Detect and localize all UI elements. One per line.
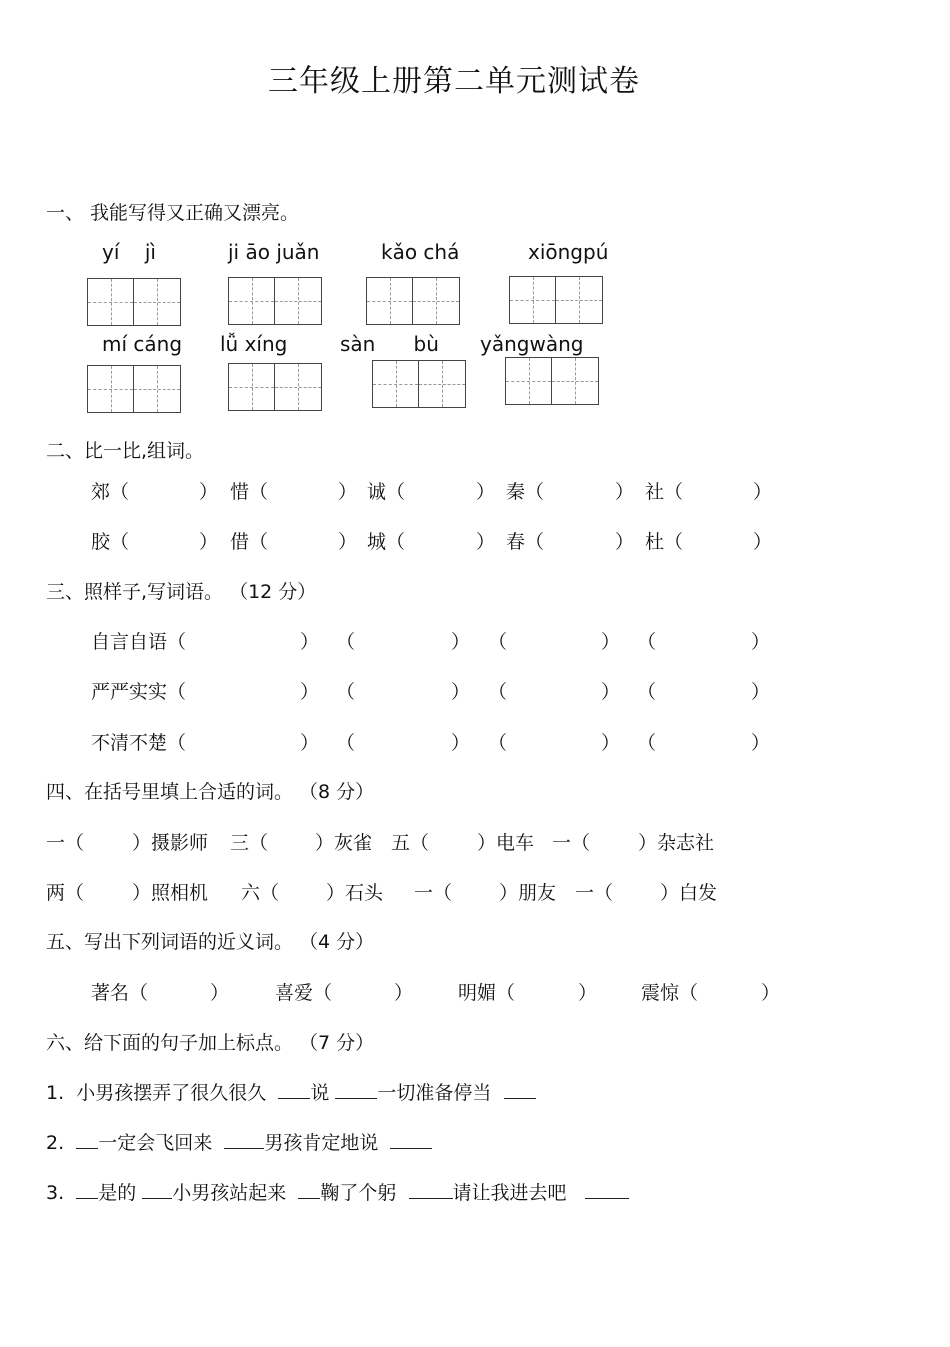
quantifier-prompt: 一（: [46, 832, 85, 854]
quantifier-noun: ）朋友: [499, 882, 557, 904]
paren: （: [336, 631, 356, 653]
paren: ）: [601, 681, 621, 703]
paren: （: [488, 681, 508, 703]
paren: ）: [300, 681, 320, 703]
paren: ）: [751, 681, 771, 703]
section-5-heading: 五、写出下列词语的近义词。 （4 分）: [46, 931, 375, 953]
pinyin-label: kǎo chá: [381, 240, 460, 264]
char-prompt: 秦（: [506, 481, 545, 503]
punctuation-blank[interactable]: [298, 1180, 320, 1199]
sentence-text: 小男孩站起来: [172, 1182, 287, 1204]
sentence-text: 请让我进去吧: [452, 1182, 567, 1204]
paren-close: ）: [753, 481, 773, 503]
paren: （: [637, 631, 657, 653]
synonym-prompt: 震惊（: [641, 982, 699, 1004]
paren: ）: [451, 681, 471, 703]
sentence-number: 3.: [46, 1182, 65, 1204]
char-prompt: 春（: [506, 531, 545, 553]
quantifier-noun: ）照相机: [132, 882, 209, 904]
example-word: 不清不楚（: [91, 732, 187, 754]
char-prompt: 社（: [645, 481, 684, 503]
writing-grid[interactable]: [505, 357, 599, 405]
paren: ）: [300, 732, 320, 754]
quantifier-prompt: 一（: [552, 832, 591, 854]
paren: ）: [451, 631, 471, 653]
punctuation-blank[interactable]: [142, 1180, 172, 1199]
paren: ）: [601, 631, 621, 653]
char-prompt: 胶（: [91, 531, 130, 553]
punctuation-blank[interactable]: [390, 1130, 432, 1149]
punctuation-blank[interactable]: [504, 1080, 536, 1099]
quantifier-noun: ）摄影师: [132, 832, 209, 854]
char-prompt: 杜（: [645, 531, 684, 553]
paren: ）: [451, 732, 471, 754]
example-word: 严严实实（: [91, 681, 187, 703]
paren-close: ）: [615, 481, 635, 503]
pinyin-label: ji āo juǎn: [228, 240, 320, 264]
sentence-1: [46, 1078, 536, 1105]
sentence-text: 小男孩摆弄了很久很久: [76, 1082, 267, 1104]
quantifier-prompt: 三（: [230, 832, 269, 854]
writing-grid[interactable]: [87, 365, 181, 413]
paren: ）: [300, 631, 320, 653]
section-6-heading: 六、给下面的句子加上标点。 （7 分）: [46, 1032, 375, 1054]
writing-grid[interactable]: [228, 277, 322, 325]
paren-close: ）: [338, 481, 358, 503]
sentence-text: 说: [310, 1082, 330, 1104]
paren: ）: [601, 732, 621, 754]
punctuation-blank[interactable]: [335, 1080, 377, 1099]
paren-close: ）: [578, 982, 598, 1004]
paren-close: ）: [210, 982, 230, 1004]
quantifier-noun: ）灰雀: [315, 832, 373, 854]
paren-close: ）: [394, 982, 414, 1004]
pinyin-label: sàn bù: [340, 332, 439, 356]
quantifier-prompt: 一（: [575, 882, 614, 904]
paren-close: ）: [476, 531, 496, 553]
example-word: 自言自语（: [91, 631, 187, 653]
section-4-heading: 四、在括号里填上合适的词。 （8 分）: [46, 781, 375, 803]
quantifier-noun: ）电车: [477, 832, 535, 854]
punctuation-blank[interactable]: [224, 1130, 264, 1149]
synonym-prompt: 明媚（: [458, 982, 516, 1004]
section-3-heading: 三、照样子,写词语。 （12 分）: [46, 581, 317, 603]
pinyin-label: yí jì: [102, 240, 156, 264]
quantifier-prompt: 五（: [391, 832, 430, 854]
sentence-text: 一切准备停当: [377, 1082, 492, 1104]
paren-close: ）: [761, 982, 781, 1004]
quantifier-prompt: 一（: [414, 882, 453, 904]
punctuation-blank[interactable]: [76, 1180, 98, 1199]
char-prompt: 诚（: [367, 481, 406, 503]
quantifier-noun: ）白发: [660, 882, 718, 904]
paren: （: [637, 732, 657, 754]
paren: （: [637, 681, 657, 703]
char-prompt: 郊（: [91, 481, 130, 503]
paren: ）: [751, 631, 771, 653]
quantifier-prompt: 六（: [241, 882, 280, 904]
section-1-heading: 一、 我能写得又正确又漂亮。: [46, 202, 300, 224]
paren-close: ）: [199, 481, 219, 503]
sentence-text: 一定会飞回来: [98, 1132, 213, 1154]
punctuation-blank[interactable]: [409, 1180, 453, 1199]
section-2-heading: 二、比一比,组词。: [46, 440, 205, 462]
paren-close: ）: [338, 531, 358, 553]
sentence-text: 鞠了个躬: [320, 1182, 397, 1204]
paren: （: [488, 732, 508, 754]
pinyin-label: xiōngpú: [528, 240, 609, 264]
quantifier-noun: ）杂志社: [638, 832, 715, 854]
paren: （: [336, 681, 356, 703]
char-prompt: 惜（: [230, 481, 269, 503]
quantifier-prompt: 两（: [46, 882, 85, 904]
punctuation-blank[interactable]: [585, 1180, 629, 1199]
paren: （: [336, 732, 356, 754]
pinyin-label: mí cáng: [102, 332, 183, 356]
punctuation-blank[interactable]: [76, 1130, 98, 1149]
char-prompt: 借（: [230, 531, 269, 553]
sentence-2: [46, 1128, 432, 1155]
sentence-number: 1.: [46, 1082, 65, 1104]
sentence-3: [46, 1178, 629, 1205]
pinyin-label: yǎngwàng: [480, 332, 584, 356]
paren-close: ）: [753, 531, 773, 553]
synonym-prompt: 著名（: [91, 982, 149, 1004]
sentence-number: 2.: [46, 1132, 65, 1154]
writing-grid[interactable]: [372, 360, 466, 408]
punctuation-blank[interactable]: [278, 1080, 310, 1099]
writing-grid[interactable]: [228, 363, 322, 411]
paren: ）: [751, 732, 771, 754]
writing-grid[interactable]: [509, 276, 603, 324]
paren-close: ）: [199, 531, 219, 553]
paren-close: ）: [615, 531, 635, 553]
paren: （: [488, 631, 508, 653]
sentence-text: 是的: [98, 1182, 137, 1204]
writing-grid[interactable]: [366, 277, 460, 325]
quantifier-noun: ）石头: [326, 882, 384, 904]
char-prompt: 城（: [367, 531, 406, 553]
paren-close: ）: [476, 481, 496, 503]
page-title: 三年级上册第二单元测试卷: [268, 64, 640, 99]
writing-grid[interactable]: [87, 278, 181, 326]
synonym-prompt: 喜爱（: [275, 982, 333, 1004]
pinyin-label: lǚ xíng: [220, 332, 288, 356]
sentence-text: 男孩肯定地说: [264, 1132, 379, 1154]
